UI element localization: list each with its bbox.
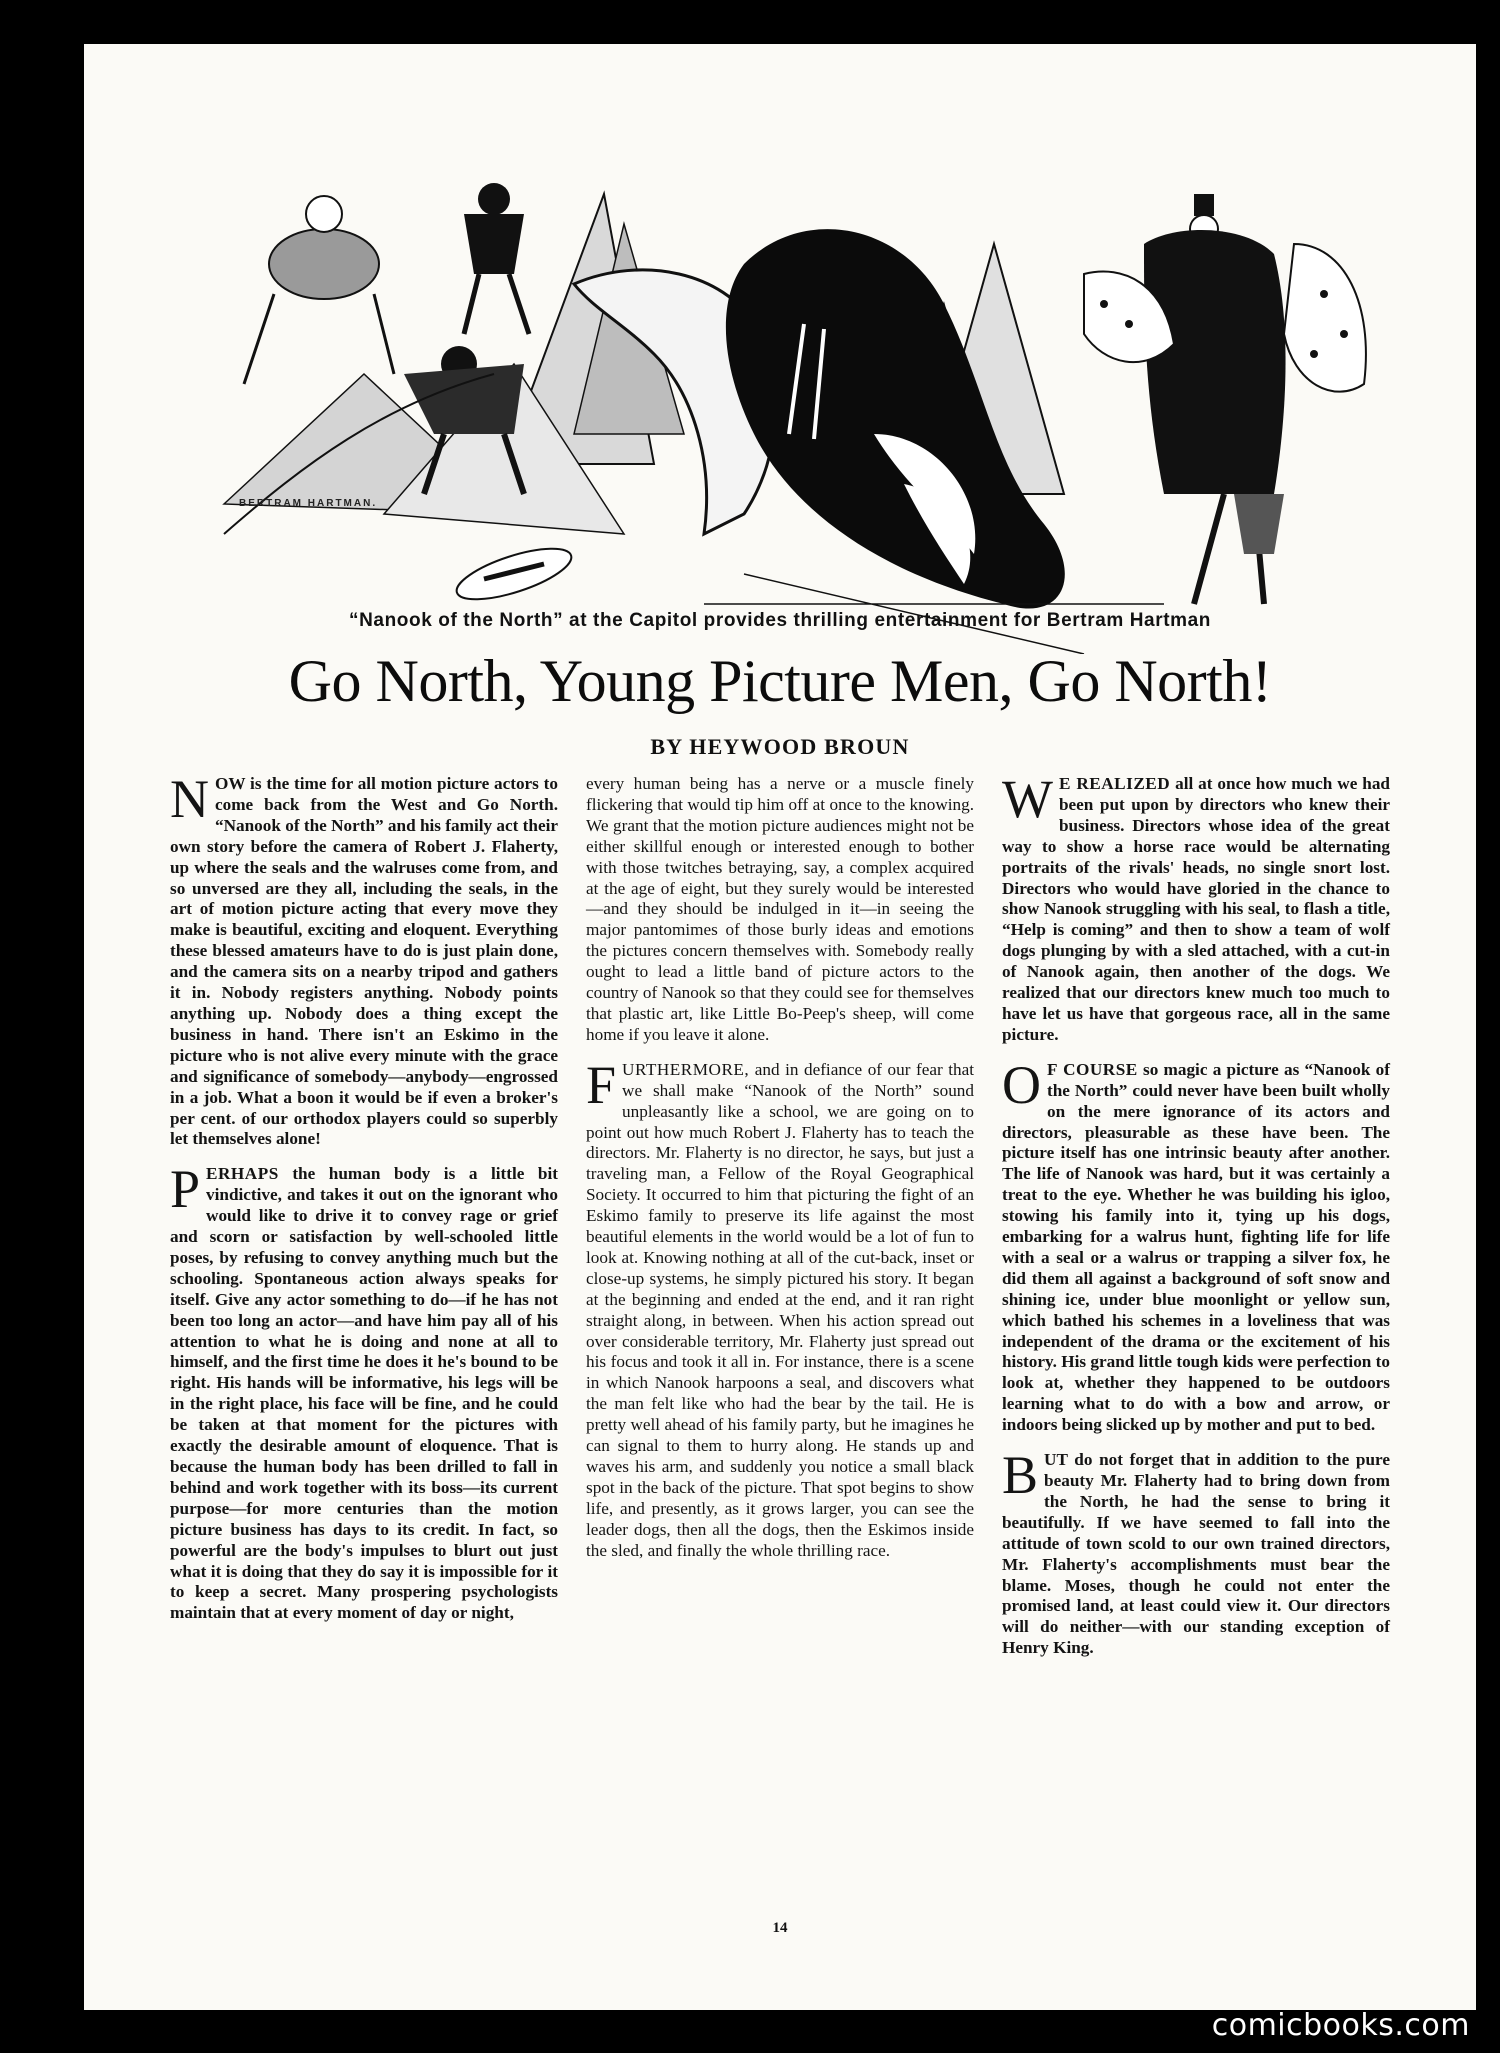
column-3 <box>1002 769 1390 1914</box>
drop-cap: W <box>1002 769 1053 829</box>
paragraph-lead: ERHAPS <box>206 1164 279 1184</box>
paragraph-lead: URTHERMORE, <box>622 1059 750 1079</box>
drop-cap: O <box>1002 1054 1041 1115</box>
article-title: Go North, Young Picture Men, Go North! <box>288 648 1272 714</box>
paragraph-text: OW is the time for all motion picture actors to come back from the West and Go North. “Nanook of the North” and his family act their own story before the camera of Robert J. Flaherty, up where the seals and the walruses come from, and so unversed are they all, including the seals, in the art of motion picture acting that every move they make is beautiful, exciting and eloquent. Everything these blessed amateurs have to do is just plain done, and the camera sits on a nearby tripod and gathers it in. Nobody registers anything. Nobody points anything up. Nobody does a thing except the business in hand. There isn't an Eskimo in the picture who is not alive every minute with the grace and significance of somebody—anybody—engrossed in a job. What a boon it would be if even a broker's per cent. of our orthodox players could so superbly let themselves alone! <box>170 774 558 1149</box>
illustration-caption: “Nanook of the North” at the Capitol provides thrilling entertainment for Bertram Hartman <box>348 610 1212 631</box>
paragraph <box>1002 1445 1390 1659</box>
site-watermark: comicbooks.com <box>1211 2008 1470 2043</box>
article-body <box>170 769 1390 1914</box>
paragraph <box>1002 1054 1390 1436</box>
paragraph <box>170 1159 558 1624</box>
column-1 <box>170 769 558 1914</box>
paragraph-lead: F COURSE <box>1047 1059 1138 1079</box>
paragraph-lead: E REALIZED <box>1058 774 1171 793</box>
drop-cap: P <box>170 1159 201 1220</box>
page-number: 14 <box>772 1920 788 1936</box>
paragraph <box>170 769 558 1150</box>
drop-cap: N <box>170 769 209 829</box>
illustrator-signature: BERTRAM HARTMAN. <box>239 498 378 509</box>
drop-cap: B <box>1002 1445 1039 1506</box>
paragraph <box>586 1054 974 1562</box>
nanook-illustration <box>184 134 1419 654</box>
column-2 <box>586 774 974 1914</box>
paragraph-text: and in defiance of our fear that we shall make “Nanook of the North” sound unpleasantly like a school, we are going on to point out how much Robert J. Flaherty has to teach the directors. Mr. Flaherty is no director, he says, but just a traveling man, a Fellow of the Royal Geographical Society. It occurred to him that picturing the fight of an Eskimo family to preserve its life against the most beautiful elements in the world would be a lot of fun to look at. Knowing nothing at all of the cut-back, inset or close-up systems, he simply pictured his story. It began at the beginning and ended at the end, and it ran right straight along, in between. When his action spread out over considerable territory, Mr. Flaherty just spread out his focus and took it all in. For instance, there is a scene in which Nanook harpoons a seal, and discovers what the man felt like who had the bear by the tail. He is pretty well ahead of his family party, but he imagines he can signal to them to hurry along. He stands up and waves his arm, and suddenly you notice a small black spot in the back of the picture. That spot begins to show life, and presently, as it grows larger, you can see the leader dogs, then all the dogs, then the Eskimos inside the sled, and finally the whole thrilling race. <box>586 1059 974 1560</box>
paragraph <box>586 774 974 1046</box>
drop-cap: F <box>586 1054 617 1115</box>
paragraph-text: UT do not forget that in addition to the pure beauty Mr. Flaherty had to bring down from the North, he had the sense to bring it beautifully. If we have seemed to fall into the attitude of town scold to our own trained directors, Mr. Flaherty's accomplishments must bear the blame. Moses, though he could not enter the promised land, at least could view it. Our directors will do neither—with our standing exception of Henry King. <box>1002 1450 1390 1658</box>
paragraph <box>1002 769 1390 1046</box>
magazine-page <box>84 44 1476 2010</box>
paragraph-text: the human body is a little bit vindictive, and takes it out on the ignorant who would like to drive it to convey rage or grief and scorn or satisfaction by well-schooled little poses, by refusing to convey anything much but the schooling. Spontaneous action always speaks for itself. Give any actor something to do—if he has not been too long an actor—and have him pay all of his attention to what he is doing and none at all to himself, and the first time he does it he's bound to be right. His hands will be informative, his legs will be in the right place, his face will be fine, and he could be taken at that moment for the pictures with exactly the desirable amount of eloquence. That is because the human body has been drilled to fall in behind and work together with its boss—its current purpose—for more centuries than the motion picture business has days to its credit. In fact, so powerful are the body's impulses to blurt out just what it is doing that they do say it is impossible for it to keep a secret. Many prospering psychologists maintain that at every moment of day or night, <box>170 1164 558 1623</box>
paragraph-text: so magic a picture as “Nanook of the North” could never have been built wholly on the mere ignorance of its actors and directors, pleasurable as these have been. The picture itself has one intrinsic beauty after another. The life of Nanook was hard, but it was certainly a treat to the eye. Whether he was building his igloo, stowing his family into it, tying up his dogs, embarking for a walrus hunt, fighting life for life with a seal or a walrus or trapping a silver fox, he did them all against a background of soft snow and shining ice, under blue moonlight or yellow sun, which bathed his schemes in a loveliness that was independent of the drama or the excitement of his history. His grand little tough kids were perfection to look at, whether they happened to be outdoors learning what to do with a bow and arrow, or indoors being slicked up by mother and put to bed. <box>1002 1059 1390 1435</box>
paragraph-text: all at once how much we had been put upon by directors who knew their business. Directors whose idea of the great way to show a horse race would be alternating portraits of the rivals' heads, no single snort lost. Directors who would have gloried in the chance to show Nanook struggling with his seal, to flash a title, “Help is coming” and then to show a team of wolf dogs plunging by with a sled attached, with a cut-in of Nanook again, then another of the dogs. We realized that our directors knew much too much to have let us have that gorgeous race, all in the same picture. <box>1002 774 1390 1044</box>
byline: BY HEYWOOD BROUN <box>650 734 910 759</box>
paragraph-text: every human being has a nerve or a muscle finely flickering that would tip him off at once to the knowing. We grant that the motion picture audiences might not be either skillful enough or interested enough to bother with those twitches betraying, say, a complex acquired at the age of eight, but they surely would be interested—and they should be indulged in it—in seeing the major pantomimes of those burly ideas and emotions the pictures concern themselves with. Somebody really ought to lead a little band of picture actors to the country of Nanook so that they could see for themselves that plastic art, like Little Bo-Peep's sheep, will come home if you leave it alone. <box>586 774 974 1044</box>
